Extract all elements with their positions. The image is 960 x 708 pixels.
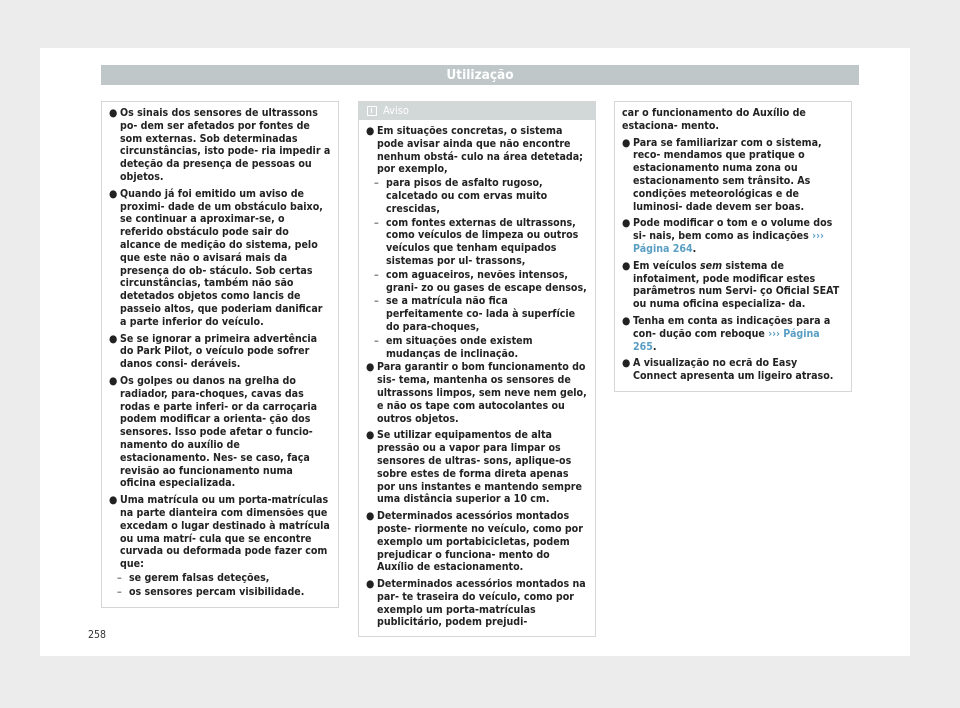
bullet-icon: ● [109,107,118,119]
paragraph: ● Para garantir o bom funcionamento do sis- tema, mantenha os sensores de ultrassons limpos, sem neve nem gelo, e não os tape com autocolantes ou outros objetos. [366,361,587,425]
paragraph: ● Pode modificar o tom e o volume dos si- nais, bem como as indicações ››› Página 264. [622,217,833,255]
dash-icon: – [117,571,122,584]
warning-icon [367,106,377,116]
section-header: Utilização [101,65,859,85]
paragraph-continued: car o funcionamento do Auxílio de estaciona- mento. [622,107,806,132]
paragraph: ● A visualização no ecrã do Easy Connect apresenta um ligeiro atraso. [622,357,834,383]
paragraph: ● Se se ignorar a primeira advertência do Park Pilot, o veículo pode sofrer danos consi- deráveis. [109,332,318,371]
bullet-icon: ● [109,332,118,345]
dash-item: – com aguaceiros, nevões intensos, grani- zo ou gases de escape densos, [374,268,587,294]
paragraph: ● Uma matrícula ou um porta-matrículas na parte dianteira com dimensões que excedam o lugar destinado à matrícula ou uma matrí- cula que se encontre curvada ou deformada pode fazer com que: [109,494,330,571]
bullet-icon: ● [622,217,631,230]
dash-icon: – [374,295,379,308]
warning-box [358,101,596,637]
page-link-264[interactable]: ››› Página 264 [633,230,824,255]
column-right [614,101,852,392]
warning-header [359,102,595,120]
bullet-icon: ● [109,374,118,387]
dash-item: – com fontes externas de ultrassons, como veículos de limpeza ou outros veículos que tenham equipados sistemas por ul- trassons, [374,216,579,267]
warning-body [359,120,595,636]
dash-icon: – [374,177,379,190]
paragraph: ● Em situações concretas, o sistema pode avisar ainda que não encontre nenhum obstá- culo na área detetada; por exemplo, [366,125,583,176]
dash-item: – se a matrícula não fica perfeitamente co- lada à superfície do para-choques, [374,295,576,333]
bullet-icon: ● [622,259,631,272]
paragraph: ● Para se familiarizar com o sistema, reco- mendamos que pratique o estacionamento numa zona ou estacionamento sem trânsito. As condições meteorológicas e de luminosi- dade devem ser boas. [622,136,822,213]
paragraph: ● Se utilizar equipamentos de alta pressão ou a vapor para limpar os sensores de ultras- sons, aplique-os sobre estes de forma direta apenas por uns instantes e mantendo sempre uma distância superior a 10 cm. [366,429,582,506]
paragraph: ● Em veículos sem sistema de infotaiment, pode modificar estes parâmetros num Servi- ço Oficial SEAT ou numa oficina especializa- da. [622,259,840,311]
bullet-icon: ● [622,314,631,327]
dash-item: – se gerem falsas deteções, [117,571,270,584]
emphasis: sem [699,259,723,272]
bullet-icon: ● [366,578,375,591]
bullet-icon: ● [366,125,375,137]
column-left [101,101,339,608]
page-link-265[interactable]: ››› Página 265 [633,327,820,353]
dash-icon: – [374,216,379,229]
paragraph: ● Tenha em conta as indicações para a con- dução com reboque ››› Página 265. [622,314,831,353]
paragraph: ● Determinados acessórios montados poste- riormente no veículo, como por exemplo um portabicicletas, podem prejudicar o funciona- mento do Auxílio de estacionamento. [366,510,583,574]
paragraph: ● Quando já foi emitido um aviso de proximi- dade de um obstáculo baixo, se continuar a aproximar-se, o referido obstáculo pode sair do alcance de medição do sistema, pelo que este não o avisará mais da presença do ob- stáculo. Sob certas circunstâncias, também não são detetados objetos como lancis de passeio altos, que poderiam danificar a parte inferior do veículo. [109,187,323,328]
dash-item: – para pisos de asfalto rugoso, calcetado ou com ervas muito crescidas, [374,177,548,215]
paragraph: ● Os golpes ou danos na grelha do radiador, para-choques, cavas das rodas e parte inferi- or da carroçaria podem modificar a orienta- ção dos sensores. Isso pode afetar o funcio- namento do auxílio de estacionamento. Nes- se caso, faça revisão ao funcionamento numa oficina especializada. [109,374,318,490]
bullet-icon: ● [366,510,375,523]
dash-icon: – [374,268,379,281]
bullet-icon: ● [366,361,375,374]
paragraph: ● Os sinais dos sensores de ultrassons po- dem ser afetados por fontes de som externas. Sob determinadas circunstâncias, isto pode- ria impedir a deteção da presença de pessoas ou objetos. [109,107,331,183]
bullet-icon: ● [622,136,631,149]
dash-item: – os sensores percam visibilidade. [117,585,305,598]
dash-icon: – [117,585,122,598]
bullet-icon: ● [109,187,118,200]
bullet-icon: ● [109,494,118,507]
paragraph: ● Determinados acessórios montados na par- te traseira do veículo, como por exemplo um porta-matrículas publicitário, podem prejudi- [366,578,586,629]
dash-item: – em situações onde existem mudanças de inclinação. [374,334,533,360]
bullet-icon: ● [366,429,375,442]
page-number: 258 [88,629,107,641]
bullet-icon: ● [622,357,631,370]
warning-title: Aviso [383,103,409,117]
dash-icon: – [374,334,379,347]
